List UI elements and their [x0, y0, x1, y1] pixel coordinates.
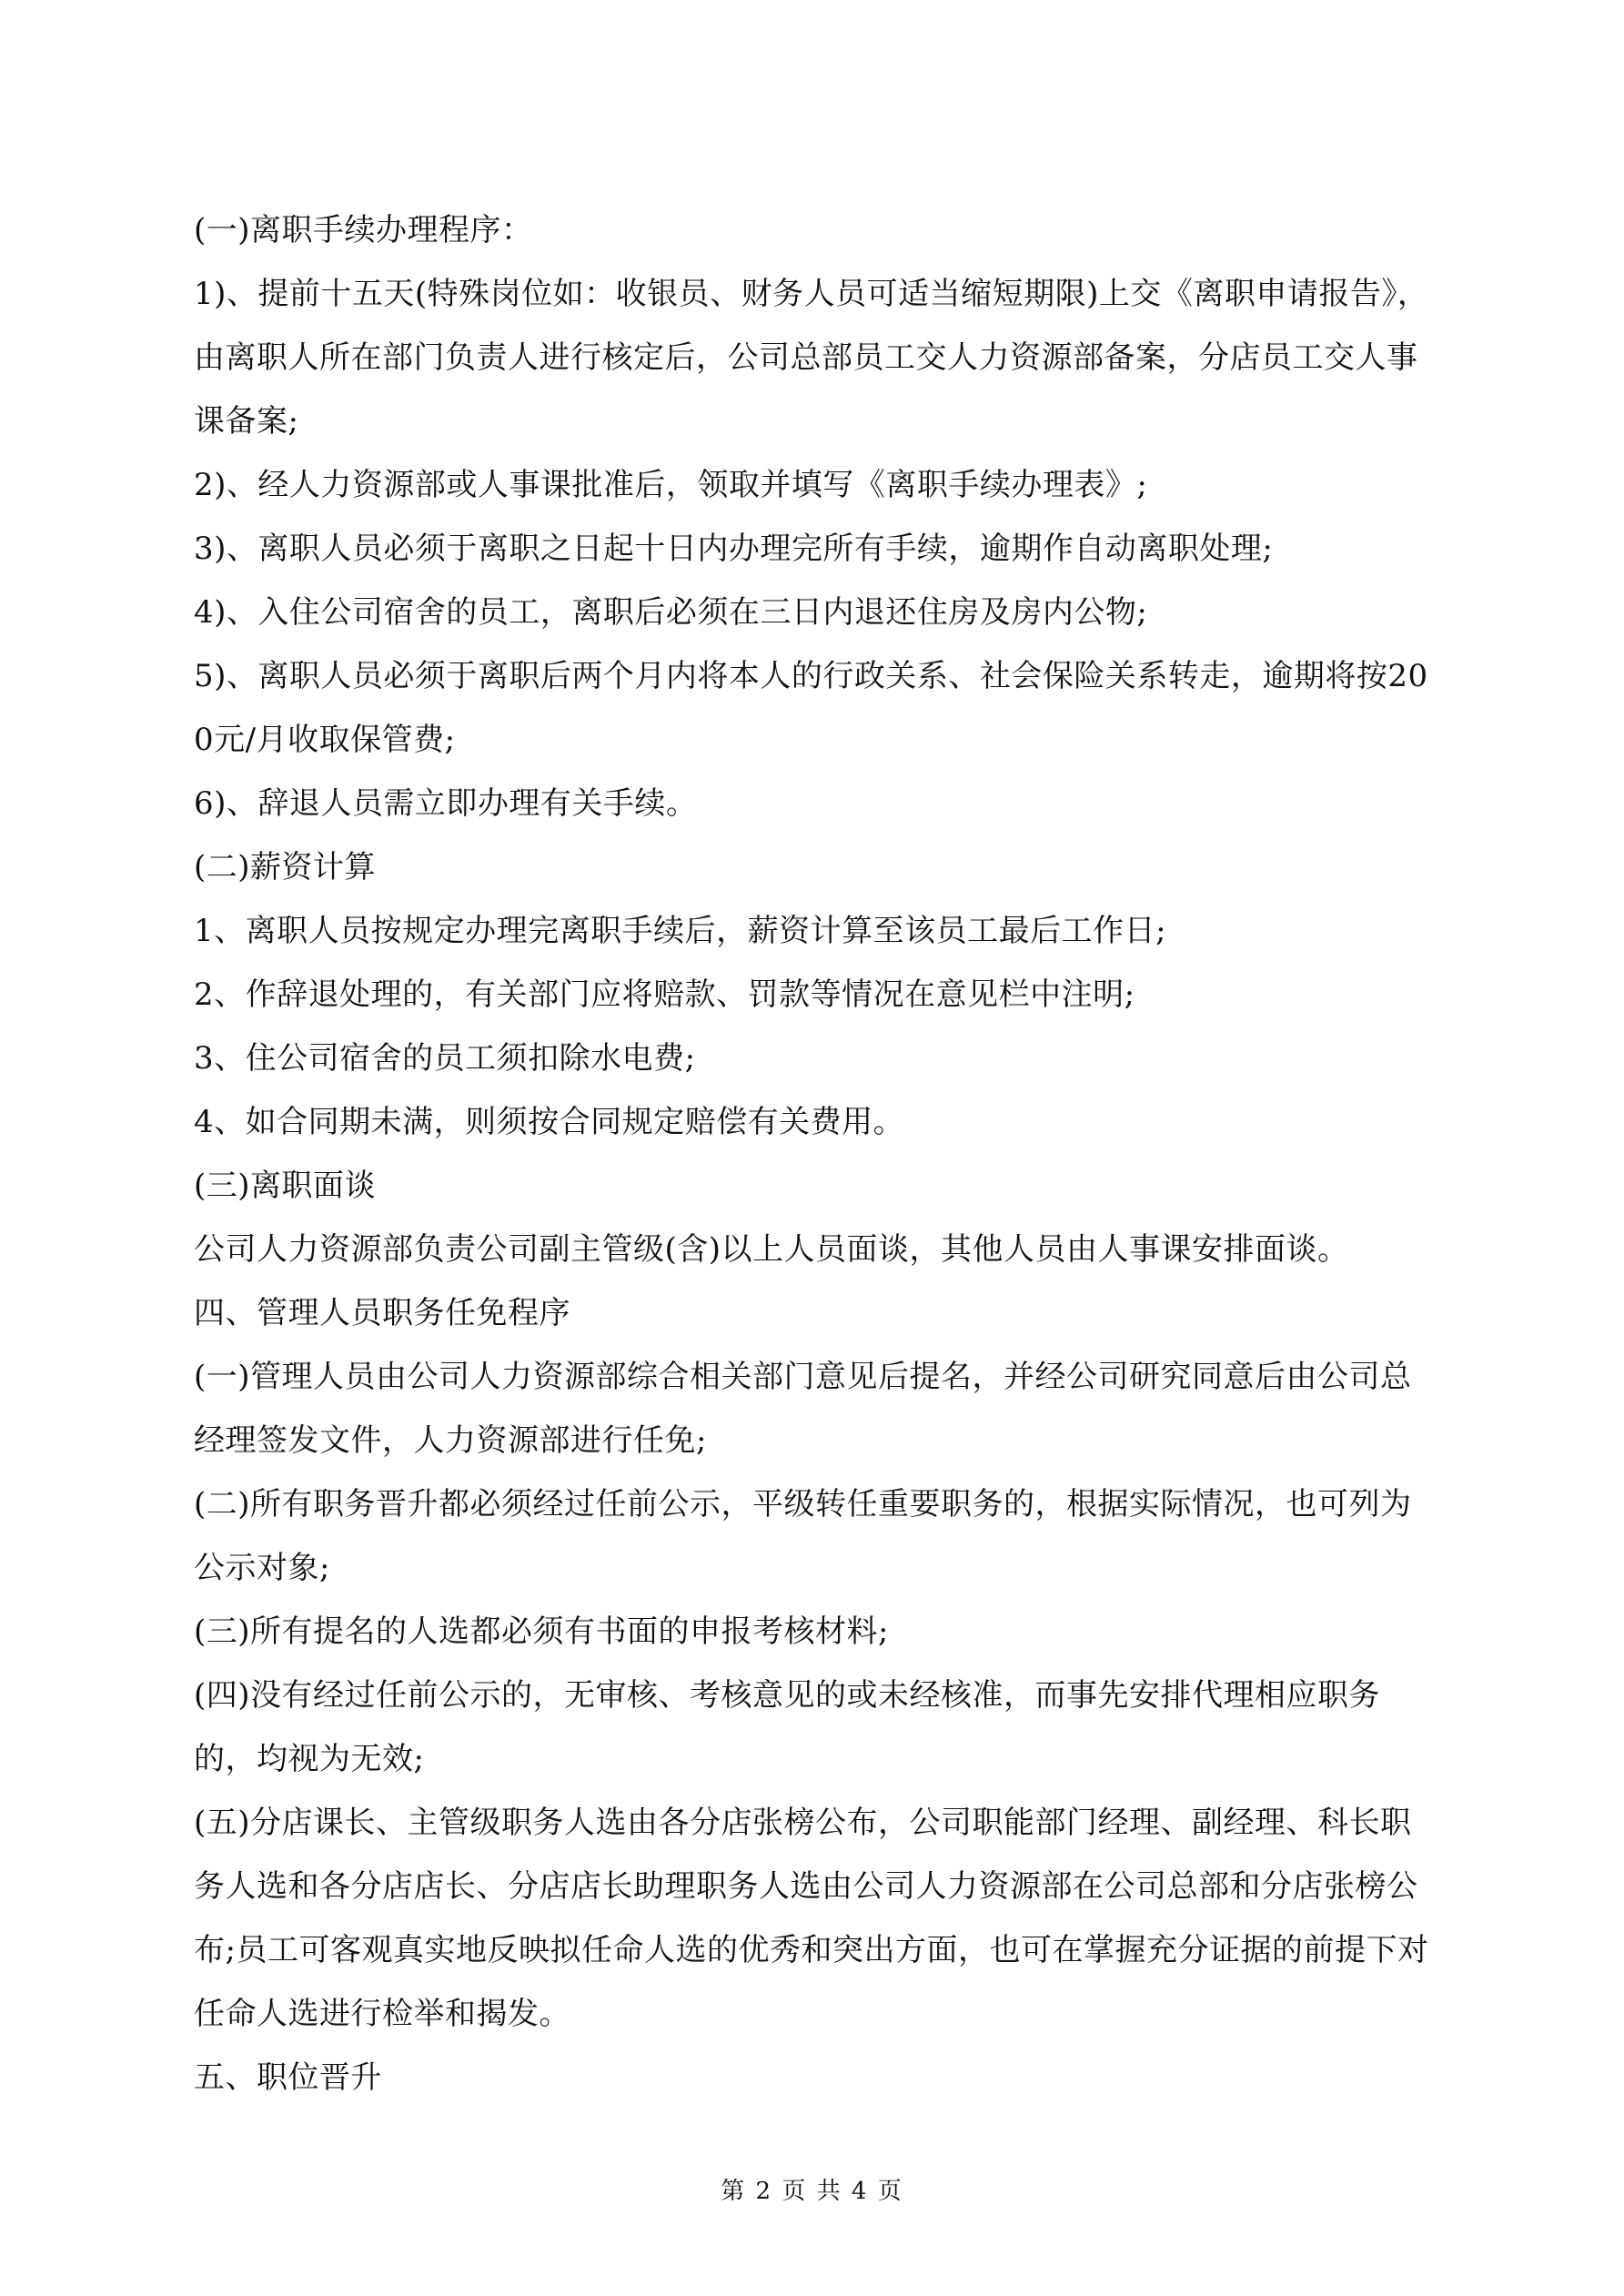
list-item: 4)、入住公司宿舍的员工，离职后必须在三日内退还住房及房内公物;	[194, 594, 1148, 631]
chapter-heading: 四、管理人员职务任免程序	[194, 1295, 570, 1331]
list-item: 1)、提前十五天(特殊岗位如：收银员、财务人员可适当缩短期限)上交《离职申请报告》，由离职人所在部门负责人进行核定后，公司总部员工交人力资源部备案，分店员工交人事课备案;	[194, 276, 1429, 440]
section-heading: (二)薪资计算	[194, 849, 377, 885]
chapter-heading: 五、职位晋升	[194, 2059, 382, 2096]
section-heading: (三)离职面谈	[194, 1168, 377, 1204]
section-heading: (一)离职手续办理程序：	[194, 212, 533, 248]
list-item: (三)所有提名的人选都必须有书面的申报考核材料;	[194, 1613, 889, 1650]
list-item: (五)分店课长、主管级职务人选由各分店张榜公布，公司职能部门经理、副经理、科长职务人选和各分店店长、分店店长助理职务人选由公司人力资源部在公司总部和分店张榜公布;员工可客观真实地反映拟任命人选的优秀和突出方面，也可在掌握充分证据的前提下对任命人选进行检举和揭发。	[194, 1805, 1429, 2032]
list-item: 4、如合同期未满，则须按合同规定赔偿有关费用。	[194, 1104, 905, 1140]
page-number-footer: 第 2 页 共 4 页	[721, 2178, 903, 2205]
list-item: (一)管理人员由公司人力资源部综合相关部门意见后提名，并经公司研究同意后由公司总经理签发文件，人力资源部进行任免;	[194, 1359, 1412, 1459]
list-item: (四)没有经过任前公示的，无审核、考核意见的或未经核准，而事先安排代理相应职务的，均视为无效;	[194, 1677, 1381, 1777]
document-body	[194, 198, 1438, 2109]
body-paragraph: 公司人力资源部负责公司副主管级(含)以上人员面谈，其他人员由人事课安排面谈。	[194, 1231, 1349, 1268]
list-item: 2)、经人力资源部或人事课批准后，领取并填写《离职手续办理表》;	[194, 467, 1148, 503]
list-item: 2、作辞退处理的，有关部门应将赔款、罚款等情况在意见栏中注明;	[194, 976, 1135, 1013]
list-item: 3、住公司宿舍的员工须扣除水电费;	[194, 1040, 696, 1077]
list-item: 6)、辞退人员需立即办理有关手续。	[194, 785, 698, 822]
list-item: 3)、离职人员必须于离职之日起十日内办理完所有手续，逾期作自动离职处理;	[194, 531, 1274, 567]
list-item: (二)所有职务晋升都必须经过任前公示，平级转任重要职务的，根据实际情况，也可列为公示对象;	[194, 1486, 1412, 1586]
list-item: 1、离职人员按规定办理完离职手续后，薪资计算至该员工最后工作日;	[194, 913, 1167, 949]
list-item: 5)、离职人员必须于离职后两个月内将本人的行政关系、社会保险关系转走，逾期将按200元/月收取保管费;	[194, 658, 1428, 758]
